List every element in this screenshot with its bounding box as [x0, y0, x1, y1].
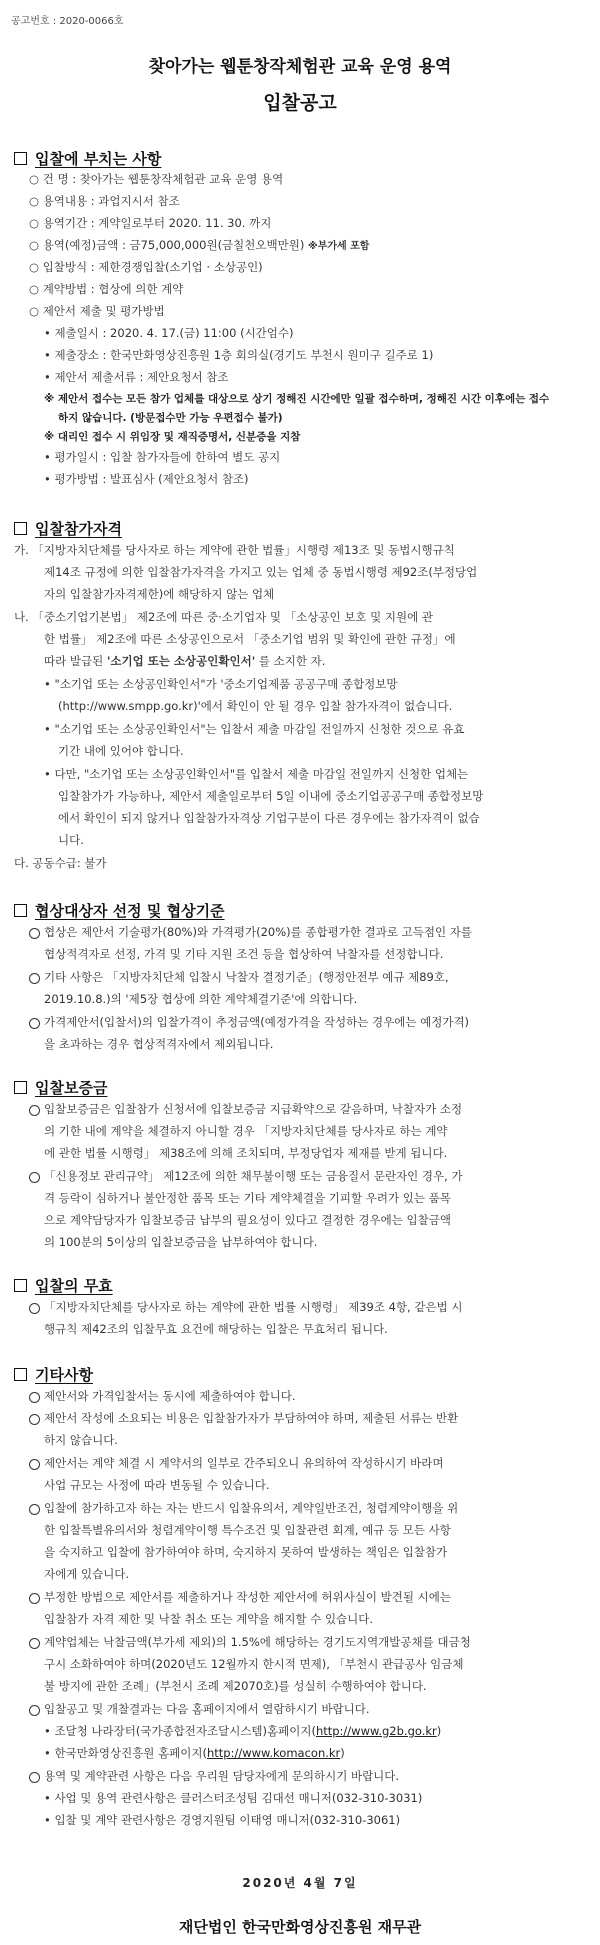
bond-p2-line1: 「신용정보 관리규약」 제12조에 의한 채무불이행 또는 금융질서 문란자인 경우, 가 — [44, 1167, 463, 1187]
homepage-g2b: • 조달청 나라장터(국가종합전자조달시스템)홈페이지(http://www.g2b.go.kr) — [44, 1724, 442, 1738]
negotiation-p2-line1: 기타 사항은 「지방자치단체 입찰시 낙찰자 결정기준」(행정안전부 예규 제89호, — [44, 968, 449, 988]
negotiation-p3-line2: 을 초과하는 경우 협상적격자에서 제외됩니다. — [44, 1037, 274, 1051]
invalid-p1-line1: 「지방자치단체를 당사자로 하는 계약에 관한 법률 시행령」 제39조 4항, 같은법 시 — [44, 1298, 462, 1318]
other-p7: 입찰공고 및 개찰결과는 다음 홈페이지에서 열람하시기 바랍니다. — [44, 1700, 370, 1720]
circle-bullet-icon — [29, 1414, 40, 1425]
section-heading-invalid-bids: 입찰의 무효 — [14, 1275, 113, 1296]
note-submission-2: ※ 대리인 접수 시 위임장 및 재직증명서, 신분증을 지참 — [44, 431, 301, 443]
other-p6-line3: 불 방지에 관한 조례」(부천시 조례 제2070호)를 성실히 수행하여야 합니다. — [44, 1679, 427, 1693]
eligibility-a-line1: 가. 「지방자치단체를 당사자로 하는 계약에 관한 법률」시행령 제13조 및 동법시행규칙 — [14, 543, 455, 557]
checkbox-square-icon — [14, 1368, 27, 1381]
circle-bullet-icon — [29, 1638, 40, 1649]
negotiation-p2-line2: 2019.10.8.)의 '제5장 협상에 의한 계약체결기준'에 의합니다. — [44, 992, 358, 1006]
bond-p1-line2: 의 기한 내에 계약을 체결하지 아니할 경우 「지방자치단체를 당사자로 하는 계약 — [44, 1124, 448, 1138]
section-heading-bid-bond: 입찰보증금 — [14, 1077, 107, 1098]
budget-note: ※부가세 포함 — [307, 241, 370, 252]
eligibility-b-line2: 한 법률」 제2조에 따른 소상공인으로서 「중소기업 범위 및 확인에 관한 규정」에 — [44, 632, 456, 646]
eligibility-b-line1: 나. 「중소기업기본법」 제2조에 따른 중·소기업자 및 「소상공인 보호 및 지원에 관 — [14, 610, 433, 624]
checkbox-square-icon — [14, 1279, 27, 1292]
eligibility-c3-line3: 에서 확인이 되지 않거나 입찰참가자격상 기업구분이 다른 경우에는 참가자격이 없습 — [58, 811, 480, 825]
item-proposal: ○ 제안서 제출 및 평가방법 — [29, 304, 165, 318]
other-p3-line1: 제안서는 계약 체결 시 계약서의 일부로 간주되오니 유의하여 작성하시기 바라며 — [44, 1454, 444, 1474]
item-content: ○ 용역내용 : 과업지시서 참조 — [29, 194, 180, 208]
eligibility-c3-line1: • 다만, "소기업 또는 소상공인확인서"를 입찰서 제출 마감일 전일까지 신청한 업체는 — [44, 767, 469, 781]
eligibility-c2-line2: 기간 내에 있어야 합니다. — [58, 744, 184, 758]
bond-p1-line3: 에 관한 법률 시행령」 제38조에 의해 조치되며, 부정당업자 제재를 받게 됩니다. — [44, 1146, 448, 1160]
note-submission-1b: 하지 않습니다. (방문접수만 가능 우편접수 불가) — [58, 412, 283, 424]
other-p2-line2: 하지 않습니다. — [44, 1433, 118, 1447]
item-name: ○ 건 명 : 찾아가는 웹툰창작체험관 교육 운영 용역 — [29, 172, 284, 186]
other-p8: 용역 및 계약관련 사항은 다음 우리원 담당자에게 문의하시기 바랍니다. — [44, 1767, 399, 1787]
other-p4-line4: 자에게 있습니다. — [44, 1567, 130, 1581]
circle-bullet-icon — [29, 1772, 40, 1783]
other-p2-line1: 제안서 작성에 소요되는 비용은 입찰참가자가 부담하여야 하며, 제출된 서류는 반환 — [44, 1409, 458, 1429]
notice-number: 공고번호 : 2020-0066호 — [11, 16, 124, 27]
eligibility-b-line3: 따라 발급된 '소기업 또는 소상공인확인서' 를 소지한 자. — [44, 654, 326, 668]
circle-bullet-icon — [29, 1459, 40, 1470]
section-heading-bid-items: 입찰에 부치는 사항 — [14, 148, 161, 169]
eligibility-c1-line2: (http://www.smpp.go.kr)'에서 확인이 안 될 경우 입찰 참가자격이 없습니다. — [58, 699, 453, 713]
eligibility-a-line2: 제14조 규정에 의한 입찰참가자격을 가지고 있는 업체 중 동법시행령 제92조(부정당업 — [44, 565, 478, 579]
document-title: 찾아가는 웹툰창작체험관 교육 운영 용역 — [148, 57, 452, 77]
notice-date: 2020년 4월 7일 — [242, 1876, 358, 1890]
item-budget: ○ 용역(예정)금액 : 금75,000,000원(금칠천오백만원) ※부가세 포함 — [29, 238, 370, 252]
other-p4-line2: 한 입찰특별유의서와 청렴계약이행 특수조건 및 입찰관련 회계, 예규 등 모든 사항 — [44, 1523, 451, 1537]
bond-p2-line3: 으로 계약담당자가 입찰보증금 납부의 필요성이 있다고 결정한 경우에는 입찰금액 — [44, 1213, 451, 1227]
contact-contract: • 입찰 및 계약 관련사항은 경영지원팀 이태영 매니저(032-310-3061) — [44, 1813, 401, 1827]
submission-docs: • 제안서 제출서류 : 제안요청서 참조 — [44, 370, 229, 384]
circle-bullet-icon — [29, 973, 40, 984]
other-p6-line2: 구시 소화하여야 하며(2020년도 12월까지 한시적 면제), 「부천시 관급공사 임금체 — [44, 1657, 464, 1671]
evaluation-date: • 평가일시 : 입찰 참가자들에 한하여 별도 공지 — [44, 450, 281, 464]
other-p5-line2: 입찰참가 자격 제한 및 낙찰 취소 또는 계약을 해지할 수 있습니다. — [44, 1612, 374, 1626]
circle-bullet-icon — [29, 1504, 40, 1515]
section-heading-other: 기타사항 — [14, 1364, 93, 1385]
g2b-link[interactable]: http://www.g2b.go.kr — [315, 1724, 437, 1738]
circle-bullet-icon — [29, 1303, 40, 1314]
negotiation-p1-line2: 협상적격자로 선정, 가격 및 기타 지원 조건 등을 협상하여 낙찰자를 선정합니다. — [44, 947, 444, 961]
other-p6-line1: 계약업체는 낙찰금액(부가세 제외)의 1.5%에 해당하는 경기도지역개발공채를 대금청 — [44, 1633, 471, 1653]
checkbox-square-icon — [14, 904, 27, 917]
circle-bullet-icon — [29, 1105, 40, 1116]
other-p5-line1: 부정한 방법으로 제안서를 제출하거나 작성한 제안서에 허위사실이 발견될 시에는 — [44, 1588, 451, 1608]
other-p4-line3: 을 숙지하고 입찰에 참가하여야 하며, 숙지하지 못하여 발생하는 책임은 입찰참가 — [44, 1545, 448, 1559]
circle-bullet-icon — [29, 1705, 40, 1716]
item-contract: ○ 계약방법 : 협상에 의한 계약 — [29, 282, 184, 296]
evaluation-method: • 평가방법 : 발표심사 (제안요청서 참조) — [44, 472, 249, 486]
item-period: ○ 용역기간 : 계약일로부터 2020. 11. 30. 까지 — [29, 216, 272, 230]
eligibility-c3-line2: 입찰참가가 가능하나, 제안서 제출일로부터 5일 이내에 중소기업공공구매 종합정보망 — [58, 789, 484, 803]
contact-project: • 사업 및 용역 관련사항은 클러스터조성팀 김대선 매니저(032-310-3031) — [44, 1791, 423, 1805]
circle-bullet-icon — [29, 1593, 40, 1604]
eligibility-d: 다. 공동수급: 불가 — [14, 856, 107, 870]
bond-p2-line4: 의 100분의 5이상의 입찰보증금을 납부하여야 합니다. — [44, 1235, 318, 1249]
homepage-komacon: • 한국만화영상진흥원 홈페이지(http://www.komacon.kr) — [44, 1746, 345, 1760]
eligibility-c1-line1: • "소기업 또는 소상공인확인서"가 '중소기업제품 공공구매 종합정보망 — [44, 677, 398, 691]
negotiation-p3-line1: 가격제안서(입찰서)의 입찰가격이 추정금액(예정가격을 작성하는 경우에는 예정가격) — [44, 1013, 469, 1033]
note-submission-1: ※ 제안서 접수는 모든 참가 업체를 대상으로 상기 정해진 시간에만 일괄 접수하며, 정해진 시간 이후에는 접수 — [44, 393, 550, 405]
checkbox-square-icon — [14, 1081, 27, 1094]
circle-bullet-icon — [29, 1392, 40, 1403]
eligibility-c3-line4: 니다. — [58, 833, 84, 847]
document-subtitle: 입찰공고 — [263, 92, 337, 114]
bond-p1-line1: 입찰보증금은 입찰참가 신청서에 입찰보증금 지급확약으로 갈음하며, 낙찰자가 소정 — [44, 1100, 462, 1120]
negotiation-p1-line1: 협상은 제안서 기술평가(80%)와 가격평가(20%)를 종합평가한 결과로 고득점인 자를 — [44, 923, 472, 943]
certificate-name: '소기업 또는 소상공인확인서' — [106, 654, 256, 668]
section-heading-eligibility: 입찰참가자격 — [14, 518, 122, 539]
checkbox-square-icon — [14, 152, 27, 165]
eligibility-c2-line1: • "소기업 또는 소상공인확인서"는 입찰서 제출 마감일 전일까지 신청한 것으로 유효 — [44, 722, 465, 736]
submission-place: • 제출장소 : 한국만화영상진흥원 1층 회의실(경기도 부천시 원미구 길주로 1) — [44, 348, 434, 362]
circle-bullet-icon — [29, 1018, 40, 1029]
item-method: ○ 입찰방식 : 제한경쟁입찰(소기업 · 소상공인) — [29, 260, 263, 274]
submission-date: • 제출일시 : 2020. 4. 17.(금) 11:00 (시간엄수) — [44, 326, 294, 340]
section-heading-negotiation: 협상대상자 선정 및 협상기준 — [14, 900, 225, 921]
circle-bullet-icon — [29, 1172, 40, 1183]
issuing-organization: 재단법인 한국만화영상진흥원 재무관 — [178, 1918, 422, 1936]
invalid-p1-line2: 행규칙 제42조의 입찰무효 요건에 해당하는 입찰은 무효처리 됩니다. — [44, 1322, 388, 1336]
other-p1: 제안서와 가격입찰서는 동시에 제출하여야 합니다. — [44, 1387, 296, 1407]
circle-bullet-icon — [29, 928, 40, 939]
other-p3-line2: 사업 규모는 사정에 따라 변동될 수 있습니다. — [44, 1478, 270, 1492]
komacon-link[interactable]: http://www.komacon.kr — [207, 1746, 341, 1760]
other-p4-line1: 입찰에 참가하고자 하는 자는 반드시 입찰유의서, 계약일반조건, 청렴계약이행을 위 — [44, 1499, 458, 1519]
checkbox-square-icon — [14, 522, 27, 535]
eligibility-a-line3: 자의 입찰참가자격제한)에 해당하지 않는 업체 — [44, 587, 275, 601]
bond-p2-line2: 격 등락이 심하거나 불안정한 품목 또는 기타 계약체결을 기피할 우려가 있는 품목 — [44, 1191, 451, 1205]
